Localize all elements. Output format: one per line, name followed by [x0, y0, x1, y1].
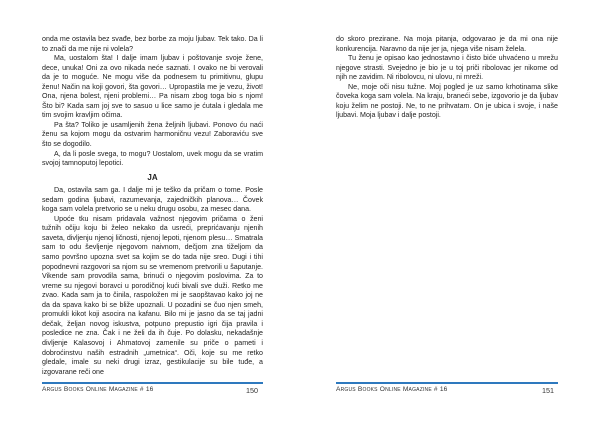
paragraph: Upoće tku nisam pridavala važnost njegovim pričama o ženi tužnih očiju koju bi želeo nekako da usreći, preprićavanju njenih saveta, divljenju njenoj ličnosti, njenoj lepoti, njenom plesu… Smatrala sam to odu ševljenje njegovom naivnom, dečjom zna tiželjom da samo površno upozna svet sa kojim se do tada nije sreo. Dugi i tihi popodnevni razgovori sa njom su se vremenom pretvorili u šaputanje. Vikende sam provodila sama, brinući o njegovim poslovima. Za to vreme su njegovi boravci u porodičnoj kući bivali sve duži. Retko me zvao. Kada sam ja to činila, raspoložen mi je saopštavao kako joj ne da da spava kako bi se bliže upoznali. U pozadini se čuo njen smeh, promukli kikot koji asocira na kafanu. Bilo mi je jasno da se taj jadni dečak, željan novog iskustva, potpuno prepustio igri čija pravila i posledice ne zna. Čak i ne želi da ih čuje. Po dolasku, nekadašnje divljenje Kalasovoj i Ahmatovoj zamenile su priče o pameti i dobroćinstvu naših estradnih „umetnica“. Oči, koje su me retko gledale, imale su neki drugi izraz, gestikulacije su bile tuđe, a izgovarane reči one — [42, 214, 263, 376]
paragraph: Da, ostavila sam ga. I dalje mi je teško da pričam o tome. Posle sedam godina ljubavi, razumevanja, zajedničkih planova… Čovek koga sam volela pretvorio se u neku drugu osobu, za mesec dana. — [42, 186, 263, 214]
right-page-body — [336, 35, 558, 121]
section-heading: JA — [147, 172, 158, 182]
page-number: 150 — [246, 386, 258, 395]
paragraph: Ne, moje oči nisu tužne. Moj pogled je uz samo krhotinama slike čoveka koga sam volela. Na kraju, braneći sebe, izgovorio je da ljubav koju želim ne postoji. Ne, to ne prihvatam. On je ubica i svoje, i naše ljubavi. Moja ljubav i dalje postoji. — [336, 82, 558, 120]
paragraph: do skoro prezirane. Na moja pitanja, odgovarao je da mi ona nije konkurencija. Naravno da nije jer ja, njega više nisam želela. — [336, 35, 558, 53]
paragraph: Ma, uostalom šta! I dalje imam ljubav i poštovanje svoje žene, dece, unuka! Oni za ovo nikada neće saznati. I ovako ne bi verovali da je to moguće. Ne mogu više da podnesem tu primitivnu, glupu ženu! Način na koji govori, šta govori… Upropastila me je vezu, život! Ona, njena bolest, njeni problemi… Pa nisam zbog toga bio s njom! Što bi? Kada sam joj sve to sasuo u lice samo je ćutala i gledala me tim svojim kravljim očima. — [42, 54, 263, 120]
page-number: 151 — [542, 386, 554, 395]
footer-magazine-title: Argus Books Online Magazine # 16 — [336, 386, 448, 393]
paragraph: Tu ženu je opisao kao jednostavno i čisto biće uhvaćeno u mrežu njegove strasti. Svejedno je bio je u toj priči ribolovac jer nikome od njih ne zavidim. Ni ribolovcu, ni ulovu, ni mreži. — [336, 54, 558, 82]
footer-magazine-title: Argus Books Online Magazine # 16 — [42, 386, 154, 393]
paragraph: A, da li posle svega, to mogu? Uostalom, uvek mogu da se vratim svojoj tamnoputoj lepotici. — [42, 149, 263, 168]
paragraph: onda me ostavila bez svađe, bez borbe za moju ljubav. Tek tako. Da li to znači da me nije ni volela? — [42, 35, 263, 53]
left-page-body — [42, 35, 263, 377]
footer-rule-right — [336, 382, 558, 384]
paragraph: Pa šta? Toliko je usamljenih žena željnih ljubavi. Ponovo ću naći ženu sa kojom mogu da ostvarim harmoničnu vezu! Zaboraviću sve što se dogodilo. — [42, 120, 263, 149]
footer-rule-left — [42, 382, 263, 384]
